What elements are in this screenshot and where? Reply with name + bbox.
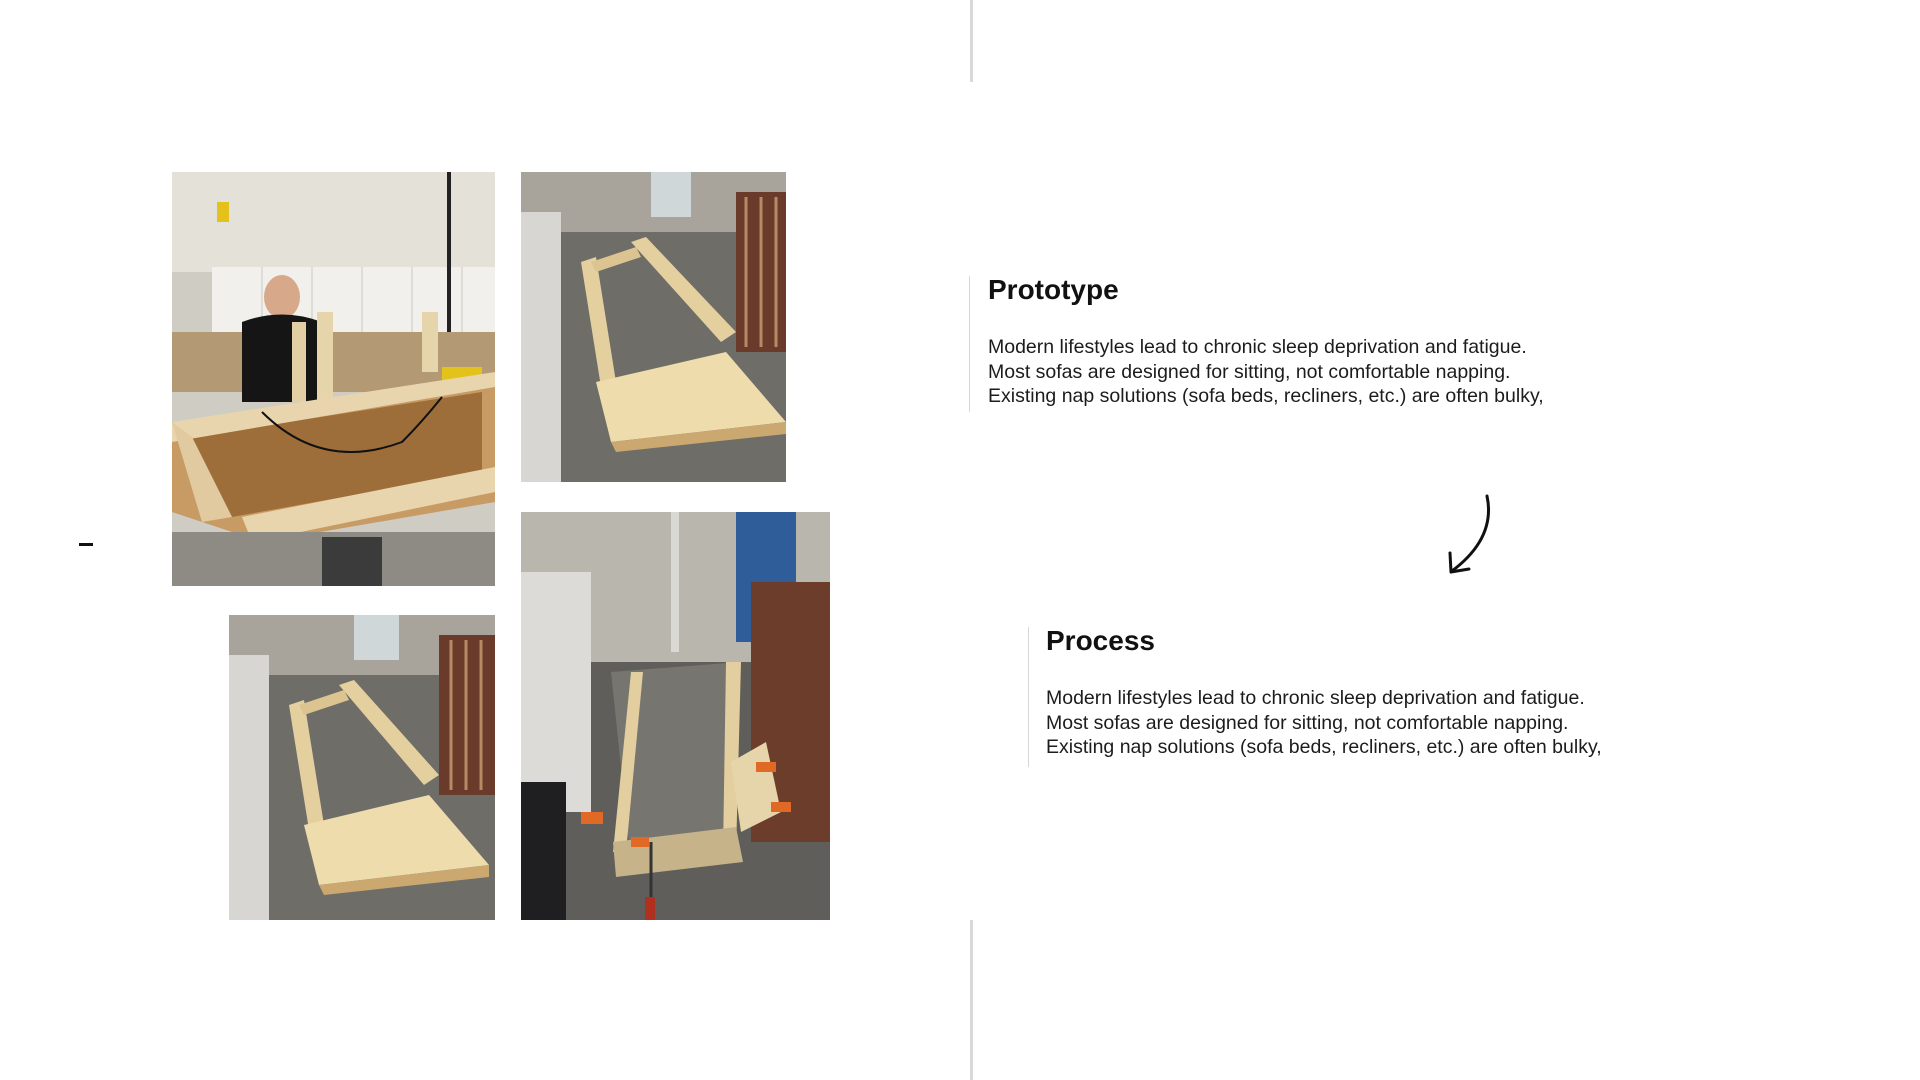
process-line-1: Modern lifestyles lead to chronic sleep deprivation and fatigue. <box>1046 687 1585 709</box>
prototype-section <box>969 276 1688 412</box>
workshop-photo-clamped-frame <box>521 512 830 920</box>
process-description <box>1046 686 1746 760</box>
process-line-2: Most sofas are designed for sitting, not comfortable napping. <box>1046 711 1569 734</box>
workshop-photo-bench <box>172 172 495 586</box>
process-section <box>1028 627 1746 767</box>
workshop-photo-frame-floor <box>521 172 786 482</box>
prototype-line-3: Existing nap solutions (sofa beds, recliners, etc.) are often bulky, <box>988 385 1544 407</box>
prototype-line-2: Most sofas are designed for sitting, not comfortable napping. <box>988 360 1511 383</box>
process-title: Process <box>1046 625 1155 656</box>
process-line-3: Existing nap solutions (sofa beds, recliners, etc.) are often bulky, <box>1046 736 1602 758</box>
center-divider-bottom <box>970 920 973 1080</box>
prototype-description <box>988 335 1688 409</box>
center-divider-top <box>970 0 973 82</box>
workshop-photo-frame-floor-alt <box>229 615 495 920</box>
curved-arrow-icon <box>1444 493 1496 577</box>
prototype-line-1: Modern lifestyles lead to chronic sleep deprivation and fatigue. <box>988 336 1527 358</box>
dash-mark <box>79 543 93 546</box>
prototype-title: Prototype <box>988 274 1119 305</box>
